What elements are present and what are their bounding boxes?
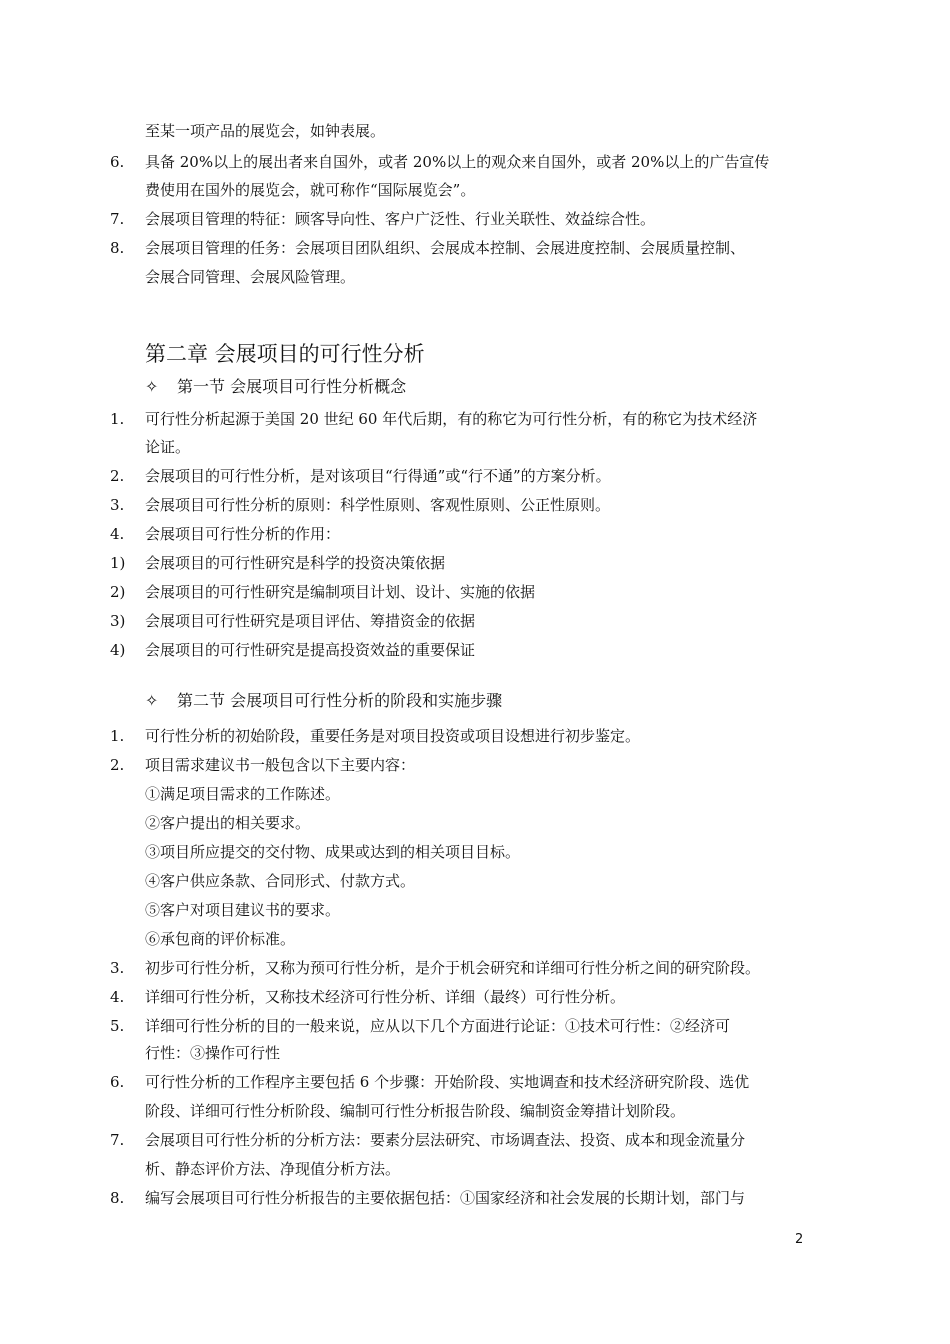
section-heading bbox=[145, 690, 502, 712]
document-page: 至某一项产品的展览会，如钟表展。 6. 具备 20%以上的展出者来自国外，或者 20%以上的观众来自国外，或者 20%以上的广告宣传 费使用在国外的展览会，就可称作“国际展览会”。 7. 会展项目管理的特征：顾客导向性、客户广泛性、行业关联性、效益综合性。 8. 会展项目管理的任务：会展项目团队组织、会展成本控制、会展进度控制、会展质量控制、 会展合同管理、会展风险管理。 第二章 会展项目的可行性分析 ✧ 第一节 会展项目可行性分析概念 1. 可行性分析起源于美国 20 世纪 60 年代后期，有的称它为可行性分析，有的称它为技术经济 论证。 2. 会展项目的可行性分析，是对该项目“行得通”或“行不通”的方案分析。 3. 会展项目可行性分析的原则：科学性原则、客观性原则、公正性原则。 4. 会展项目可行性分析的作用： 1) 会展项目的可行性研究是科学的投资决策依据 2) 会展项目的可行性研究是编制项目计划、设计、实施的依据 3) 会展项目可行性研究是项目评估、筹措资金的依据 4) 会展项目的可行性研究是提高投资效益的重要保证 ✧ 第二节 会展项目可行性分析的阶段和实施步骤 1. 可行性分析的初始阶段，重要任务是对项目投资或项目设想进行初步鉴定。 2. 项目需求建议书一般包含以下主要内容： ①满足项目需求的工作陈述。 ②客户提出的相关要求。 ③项目所应提交的交付物、成果或达到的相关项目目标。 ④客户供应条款、合同形式、付款方式。 ⑤客户对项目建议书的要求。 ⑥承包商的评价标准。 3. 初步可行性分析，又称为预可行性分析，是介于机会研究和详细可行性分析之间的研究阶段。 4. 详细可行性分析，又称技术经济可行性分析、详细（最终）可行性分析。 5. 详细可行性分析的目的一般来说，应从以下几个方面进行论证：①技术可行性：②经济可 行性：③操作可行性 6. 可行性分析的工作程序主要包括 6 个步骤：开始阶段、实地调查和技术经济研究阶段、选优 阶段、详细可行性分析阶段、编制可行性分析报告阶段、编制资金筹措计划阶段。 7. 会展项目可行性分析的分析方法：要素分层法研究、市场调查法、投资、成本和现金流量分 析、静态评价方法、净现值分析方法。 8. 编写会展项目可行性分析报告的主要依据包括：①国家经济和社会发展的长期计划，部门与 2 bbox=[110, 122, 804, 1247]
chapter-title: 第二章 会展项目的可行性分析 bbox=[145, 342, 425, 366]
section-title: 第一节 会展项目可行性分析概念 bbox=[177, 377, 407, 396]
section-title: 第二节 会展项目可行性分析的阶段和实施步骤 bbox=[177, 691, 503, 710]
diamond-bullet-icon: ✧ bbox=[145, 377, 159, 396]
section-heading bbox=[145, 376, 406, 398]
diamond-bullet-icon: ✧ bbox=[145, 691, 159, 710]
page-number: 2 bbox=[795, 1232, 804, 1247]
